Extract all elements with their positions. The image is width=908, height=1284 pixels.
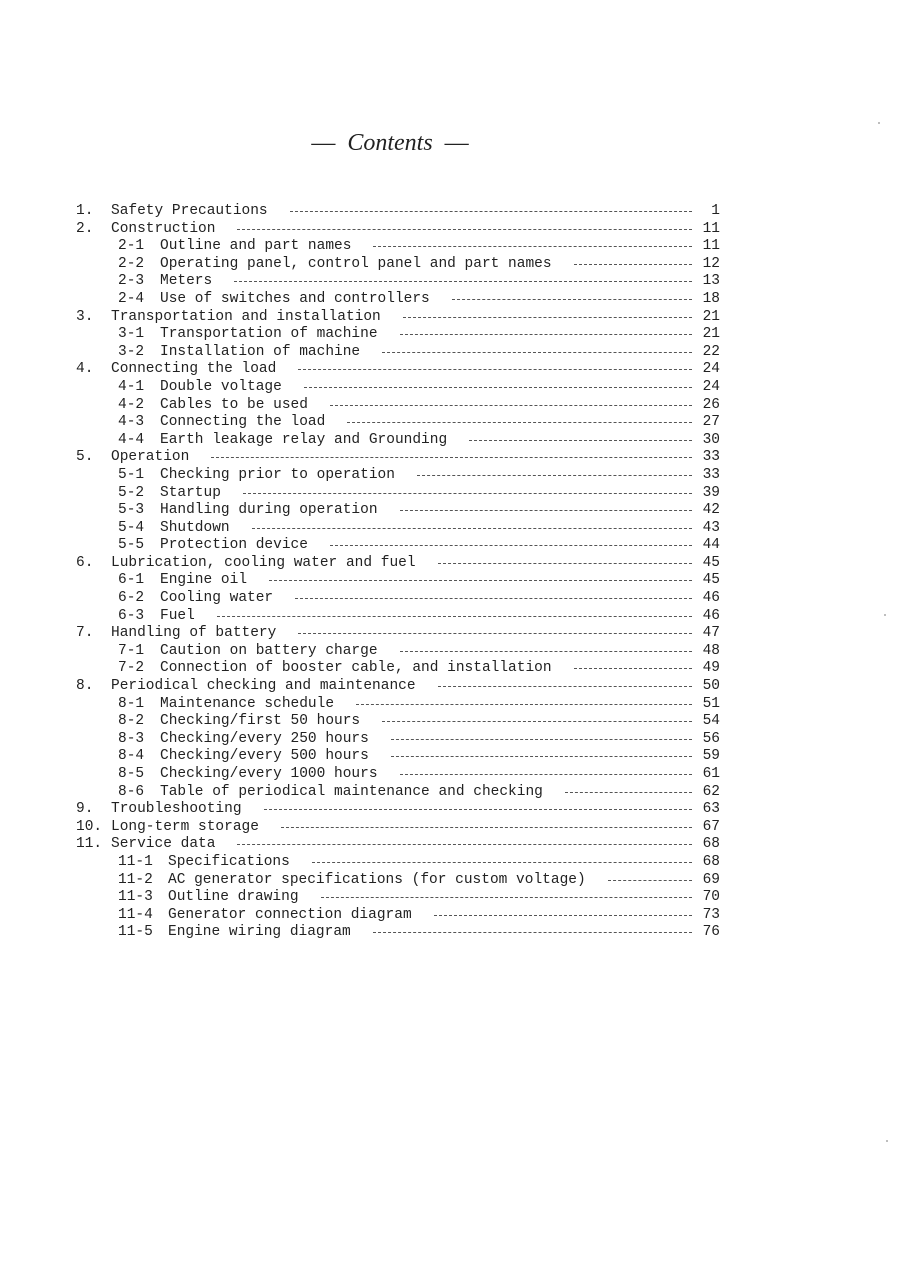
toc-dot-leader xyxy=(243,493,692,494)
toc-entry xyxy=(76,309,724,327)
toc-entry-number: 7-1 xyxy=(118,642,145,659)
toc-entry-title: Transportation and installation xyxy=(111,308,381,325)
toc-entry-page: 61 xyxy=(702,766,720,782)
toc-entry-number: 6-2 xyxy=(118,590,145,607)
toc-entry-page: 33 xyxy=(702,449,720,466)
title-text: Contents xyxy=(347,130,433,156)
toc-entry xyxy=(76,361,724,379)
toc-entry-title: Installation of machine xyxy=(160,343,361,360)
toc-entry-title: Maintenance schedule xyxy=(160,695,335,712)
toc-entry-title: Checking/first 50 hours xyxy=(160,713,361,730)
scan-speck xyxy=(878,122,880,124)
toc-entry-title: Outline drawing xyxy=(168,889,299,906)
toc-entry-title: AC generator specifications (for custom voltage) xyxy=(168,871,586,888)
toc-entry-title: Table of periodical maintenance and checking xyxy=(160,783,543,800)
toc-entry-number: 9. xyxy=(76,801,94,818)
toc-dot-leader xyxy=(434,915,692,916)
toc-dot-leader xyxy=(565,792,692,793)
toc-entry-number: 11-2 xyxy=(118,871,153,888)
toc-dot-leader xyxy=(438,686,693,687)
table-of-contents xyxy=(76,203,724,942)
toc-entry-title: Handling during operation xyxy=(160,502,378,519)
toc-entry xyxy=(76,907,724,925)
toc-entry xyxy=(76,872,724,890)
toc-entry-title: Earth leakage relay and Grounding xyxy=(160,431,448,448)
toc-entry-page: 33 xyxy=(702,466,720,483)
toc-entry-number: 8-1 xyxy=(118,695,145,712)
toc-entry-number: 8. xyxy=(76,678,94,695)
toc-dot-leader xyxy=(304,387,692,388)
toc-entry-number: 2-1 xyxy=(118,238,145,255)
toc-entry-page: 24 xyxy=(702,378,720,395)
toc-entry-title: Double voltage xyxy=(160,378,282,395)
toc-entry-title: Checking/every 250 hours xyxy=(160,730,369,747)
toc-entry-page: 68 xyxy=(702,836,720,853)
toc-entry-page: 67 xyxy=(702,818,720,835)
toc-entry-title: Operation xyxy=(111,449,190,466)
toc-entry xyxy=(76,449,724,467)
toc-entry xyxy=(76,485,724,503)
toc-entry-page: 39 xyxy=(702,484,720,501)
toc-dot-leader xyxy=(403,317,692,318)
toc-entry-page: 12 xyxy=(702,255,720,272)
toc-dot-leader xyxy=(264,809,693,810)
toc-dot-leader xyxy=(400,334,693,335)
toc-entry-page: 54 xyxy=(702,713,720,730)
toc-entry xyxy=(76,643,724,661)
toc-entry xyxy=(76,273,724,291)
toc-entry-number: 3-1 xyxy=(118,326,145,343)
toc-entry-page: 56 xyxy=(702,730,720,747)
toc-entry-page: 11 xyxy=(702,220,720,237)
toc-entry-number: 4-4 xyxy=(118,431,145,448)
toc-dot-leader xyxy=(400,510,693,511)
toc-entry-title: Startup xyxy=(160,484,221,501)
toc-entry xyxy=(76,326,724,344)
toc-dot-leader xyxy=(382,721,692,722)
toc-entry-page: 68 xyxy=(702,853,720,870)
toc-entry xyxy=(76,625,724,643)
toc-entry-page: 46 xyxy=(702,607,720,624)
toc-entry-page: 42 xyxy=(702,502,720,519)
toc-entry-page: 51 xyxy=(702,695,720,712)
toc-entry-title: Safety Precautions xyxy=(111,203,268,219)
toc-entry xyxy=(76,379,724,397)
toc-entry-page: 59 xyxy=(702,748,720,765)
toc-entry xyxy=(76,555,724,573)
toc-entry-page: 50 xyxy=(702,678,720,695)
toc-entry-page: 76 xyxy=(702,924,720,941)
page-title xyxy=(0,130,780,157)
toc-entry-number: 10. xyxy=(76,818,103,835)
toc-entry xyxy=(76,819,724,837)
scan-speck xyxy=(886,1140,888,1142)
toc-dot-leader xyxy=(373,246,692,247)
toc-entry-number: 5-3 xyxy=(118,502,145,519)
toc-entry xyxy=(76,238,724,256)
toc-entry-number: 11-1 xyxy=(118,853,153,870)
toc-entry-number: 5-5 xyxy=(118,537,145,554)
toc-dot-leader xyxy=(391,739,692,740)
toc-entry-number: 8-2 xyxy=(118,713,145,730)
toc-entry-number: 4-2 xyxy=(118,396,145,413)
toc-entry-page: 45 xyxy=(702,572,720,589)
toc-entry-title: Fuel xyxy=(160,607,195,624)
toc-entry xyxy=(76,397,724,415)
toc-entry xyxy=(76,537,724,555)
toc-dot-leader xyxy=(295,598,692,599)
toc-entry-title: Outline and part names xyxy=(160,238,352,255)
toc-entry xyxy=(76,432,724,450)
toc-dot-leader xyxy=(469,440,692,441)
toc-entry-number: 6. xyxy=(76,554,94,571)
toc-entry-title: Long-term storage xyxy=(111,818,259,835)
toc-dot-leader xyxy=(269,580,692,581)
toc-entry-number: 7. xyxy=(76,625,94,642)
toc-entry-title: Construction xyxy=(111,220,216,237)
toc-entry-number: 5-2 xyxy=(118,484,145,501)
toc-dot-leader xyxy=(382,352,692,353)
toc-entry-title: Cooling water xyxy=(160,590,274,607)
toc-entry-title: Generator connection diagram xyxy=(168,906,412,923)
toc-entry-title: Specifications xyxy=(168,853,290,870)
toc-entry-number: 11-4 xyxy=(118,906,153,923)
toc-entry-page: 49 xyxy=(702,660,720,677)
toc-dot-leader xyxy=(211,457,692,458)
toc-entry-title: Checking/every 1000 hours xyxy=(160,766,378,782)
toc-dot-leader xyxy=(373,932,692,933)
toc-entry-page: 63 xyxy=(702,801,720,818)
toc-dot-leader xyxy=(298,633,692,634)
toc-entry xyxy=(76,344,724,362)
toc-entry-title: Connection of booster cable, and installation xyxy=(160,660,552,677)
toc-entry-title: Engine oil xyxy=(160,572,248,589)
toc-entry-page: 73 xyxy=(702,906,720,923)
toc-entry-number: 7-2 xyxy=(118,660,145,677)
toc-entry-page: 21 xyxy=(702,308,720,325)
toc-entry-page: 43 xyxy=(702,519,720,536)
toc-entry-title: Meters xyxy=(160,273,213,290)
toc-entry-page: 69 xyxy=(702,871,720,888)
toc-entry-page: 11 xyxy=(702,238,720,255)
toc-entry-title: Use of switches and controllers xyxy=(160,290,430,307)
toc-entry-title: Checking prior to operation xyxy=(160,466,395,483)
toc-entry-title: Protection device xyxy=(160,537,308,554)
toc-entry-title: Operating panel, control panel and part names xyxy=(160,255,552,272)
toc-dot-leader xyxy=(298,369,692,370)
toc-entry-page: 13 xyxy=(702,273,720,290)
toc-entry xyxy=(76,291,724,309)
toc-entry-page: 1 xyxy=(711,203,720,219)
toc-entry xyxy=(76,836,724,854)
toc-entry xyxy=(76,731,724,749)
toc-entry-number: 4. xyxy=(76,361,94,378)
toc-entry-number: 2. xyxy=(76,220,94,237)
toc-entry-number: 4-1 xyxy=(118,378,145,395)
toc-dot-leader xyxy=(438,563,693,564)
toc-entry xyxy=(76,590,724,608)
toc-entry-title: Handling of battery xyxy=(111,625,277,642)
toc-dot-leader xyxy=(290,211,692,212)
toc-entry xyxy=(76,572,724,590)
title-dash-right: — xyxy=(444,130,469,156)
toc-entry-number: 2-3 xyxy=(118,273,145,290)
toc-entry-number: 3. xyxy=(76,308,94,325)
toc-entry-number: 2-2 xyxy=(118,255,145,272)
toc-entry xyxy=(76,414,724,432)
toc-entry-title: Caution on battery charge xyxy=(160,642,378,659)
toc-entry-page: 22 xyxy=(702,343,720,360)
toc-entry-page: 26 xyxy=(702,396,720,413)
toc-entry xyxy=(76,608,724,626)
toc-entry-page: 30 xyxy=(702,431,720,448)
toc-entry-title: Periodical checking and maintenance xyxy=(111,678,416,695)
toc-entry-page: 47 xyxy=(702,625,720,642)
toc-entry-title: Shutdown xyxy=(160,519,230,536)
toc-entry-page: 27 xyxy=(702,414,720,431)
toc-dot-leader xyxy=(356,704,692,705)
toc-dot-leader xyxy=(608,880,692,881)
toc-entry xyxy=(76,924,724,942)
toc-entry-page: 18 xyxy=(702,290,720,307)
toc-entry-title: Connecting the load xyxy=(160,414,326,431)
toc-entry xyxy=(76,766,724,784)
toc-entry-title: Troubleshooting xyxy=(111,801,242,818)
toc-dot-leader xyxy=(417,475,692,476)
toc-entry-number: 6-1 xyxy=(118,572,145,589)
toc-entry-page: 44 xyxy=(702,537,720,554)
toc-entry xyxy=(76,801,724,819)
toc-dot-leader xyxy=(330,545,692,546)
toc-dot-leader xyxy=(452,299,692,300)
toc-entry-number: 8-3 xyxy=(118,730,145,747)
toc-entry-title: Engine wiring diagram xyxy=(168,924,351,941)
toc-dot-leader xyxy=(237,844,692,845)
toc-entry-number: 5-1 xyxy=(118,466,145,483)
toc-dot-leader xyxy=(237,229,692,230)
toc-entry-number: 3-2 xyxy=(118,343,145,360)
toc-entry xyxy=(76,467,724,485)
toc-entry-page: 62 xyxy=(702,783,720,800)
toc-entry-number: 4-3 xyxy=(118,414,145,431)
toc-entry-page: 24 xyxy=(702,361,720,378)
toc-entry-page: 21 xyxy=(702,326,720,343)
toc-entry-page: 46 xyxy=(702,590,720,607)
toc-dot-leader xyxy=(281,827,692,828)
toc-dot-leader xyxy=(217,616,692,617)
toc-dot-leader xyxy=(312,862,692,863)
toc-entry-number: 5-4 xyxy=(118,519,145,536)
toc-entry xyxy=(76,203,724,221)
toc-entry-number: 8-5 xyxy=(118,766,145,782)
scan-speck xyxy=(884,614,886,616)
toc-dot-leader xyxy=(347,422,692,423)
toc-dot-leader xyxy=(400,651,693,652)
toc-entry-title: Connecting the load xyxy=(111,361,277,378)
toc-entry-number: 1. xyxy=(76,203,94,219)
toc-dot-leader xyxy=(234,281,692,282)
toc-dot-leader xyxy=(391,756,692,757)
toc-dot-leader xyxy=(321,897,693,898)
toc-entry-number: 5. xyxy=(76,449,94,466)
toc-entry xyxy=(76,784,724,802)
toc-entry xyxy=(76,696,724,714)
toc-entry xyxy=(76,660,724,678)
toc-entry-number: 8-4 xyxy=(118,748,145,765)
toc-entry-number: 11-5 xyxy=(118,924,153,941)
toc-entry xyxy=(76,748,724,766)
toc-entry xyxy=(76,713,724,731)
toc-entry xyxy=(76,520,724,538)
toc-dot-leader xyxy=(574,668,693,669)
toc-entry-title: Service data xyxy=(111,836,216,853)
title-dash-left: — xyxy=(311,130,336,156)
toc-entry-number: 11-3 xyxy=(118,889,153,906)
toc-entry-number: 11. xyxy=(76,836,103,853)
toc-entry xyxy=(76,678,724,696)
toc-dot-leader xyxy=(400,774,693,775)
toc-dot-leader xyxy=(574,264,693,265)
toc-entry-title: Transportation of machine xyxy=(160,326,378,343)
toc-entry xyxy=(76,221,724,239)
toc-entry xyxy=(76,502,724,520)
toc-entry-title: Cables to be used xyxy=(160,396,308,413)
toc-entry-number: 8-6 xyxy=(118,783,145,800)
toc-entry xyxy=(76,854,724,872)
toc-entry xyxy=(76,256,724,274)
toc-entry-title: Lubrication, cooling water and fuel xyxy=(111,554,416,571)
toc-entry-number: 6-3 xyxy=(118,607,145,624)
toc-dot-leader xyxy=(252,528,692,529)
toc-dot-leader xyxy=(330,405,692,406)
toc-entry-page: 70 xyxy=(702,889,720,906)
toc-entry xyxy=(76,889,724,907)
toc-entry-title: Checking/every 500 hours xyxy=(160,748,369,765)
toc-entry-page: 48 xyxy=(702,642,720,659)
toc-entry-page: 45 xyxy=(702,554,720,571)
toc-entry-number: 2-4 xyxy=(118,290,145,307)
